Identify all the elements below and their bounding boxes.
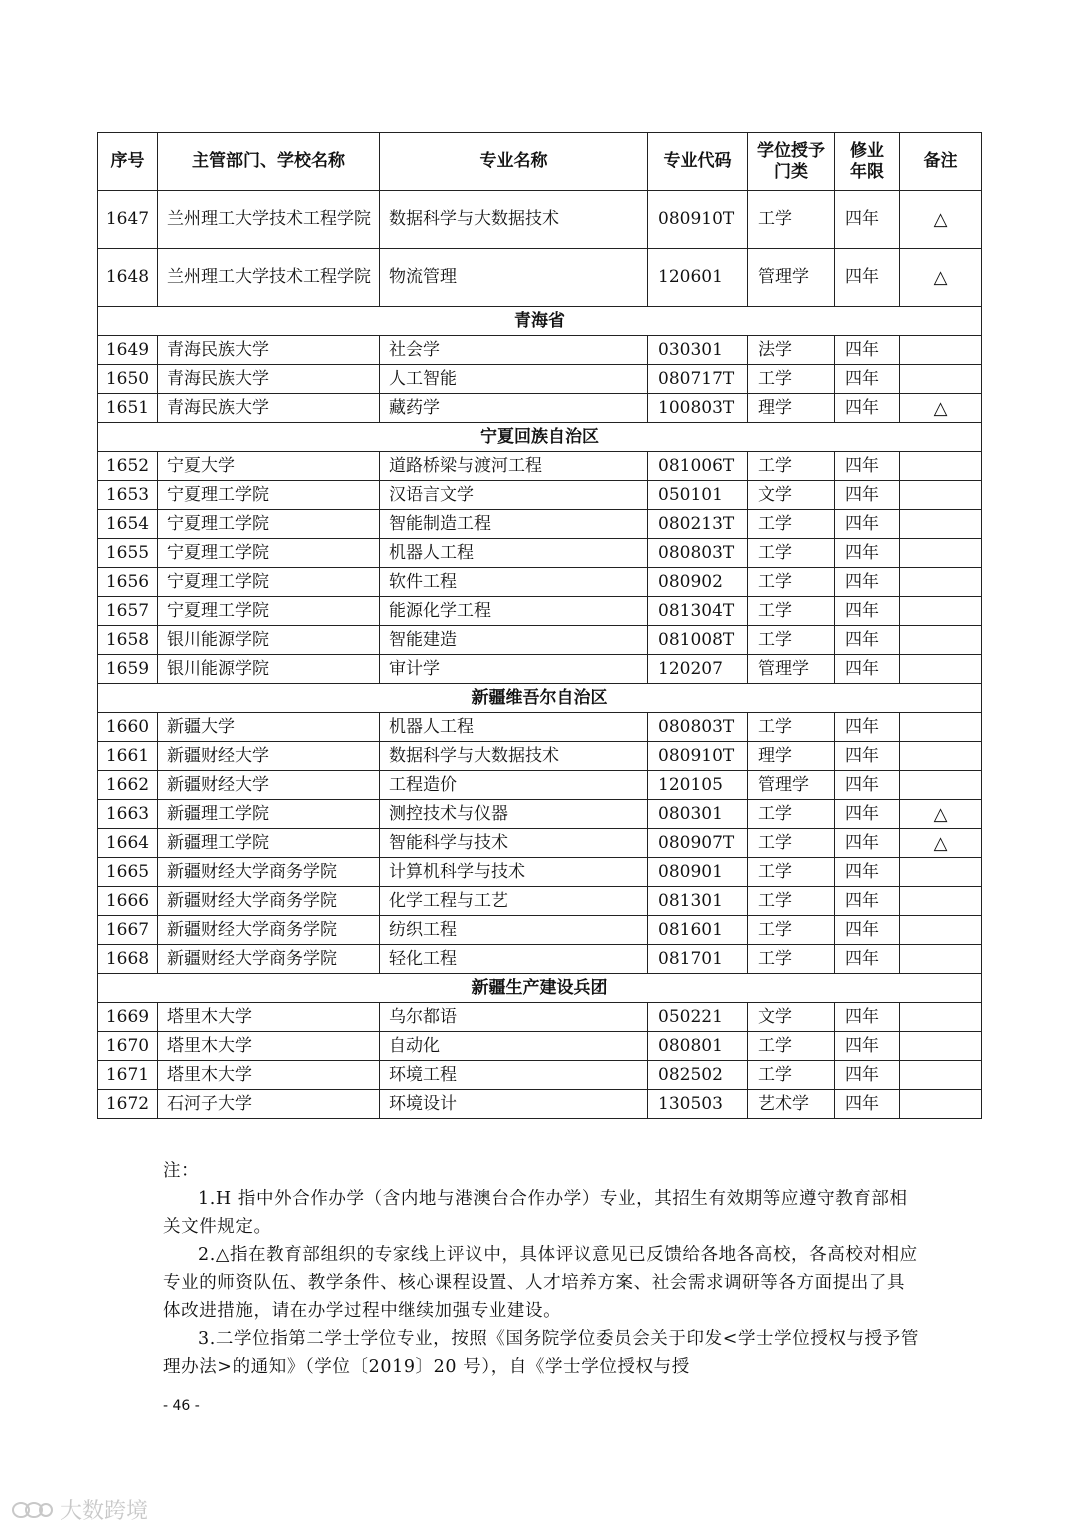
cell-code: 120601	[648, 249, 748, 307]
table-row	[98, 1061, 982, 1090]
cell-note	[900, 945, 982, 974]
cell-school: 新疆理工学院	[158, 800, 380, 829]
cell-seq: 1668	[98, 945, 158, 974]
cell-years: 四年	[835, 191, 900, 249]
cell-school: 宁夏理工学院	[158, 597, 380, 626]
section-row	[98, 307, 982, 336]
cell-school: 新疆财经大学商务学院	[158, 858, 380, 887]
table-row	[98, 655, 982, 684]
cell-school: 兰州理工大学技术工程学院	[158, 249, 380, 307]
cell-years: 四年	[835, 1061, 900, 1090]
table-row	[98, 858, 982, 887]
cell-years: 四年	[835, 1003, 900, 1032]
cell-note	[900, 887, 982, 916]
cell-school: 新疆财经大学商务学院	[158, 887, 380, 916]
cell-major: 数据科学与大数据技术	[380, 742, 648, 771]
cell-seq: 1659	[98, 655, 158, 684]
section-title: 青海省	[98, 307, 982, 336]
cell-code: 081301	[648, 887, 748, 916]
cell-code: 081701	[648, 945, 748, 974]
cell-major: 藏药学	[380, 394, 648, 423]
cell-seq: 1656	[98, 568, 158, 597]
cell-note	[900, 336, 982, 365]
cell-code: 080301	[648, 800, 748, 829]
header-major: 专业名称	[380, 133, 648, 191]
cell-code: 080902	[648, 568, 748, 597]
table-row	[98, 626, 982, 655]
section-row	[98, 423, 982, 452]
cell-seq: 1671	[98, 1061, 158, 1090]
cell-years: 四年	[835, 597, 900, 626]
cell-years: 四年	[835, 800, 900, 829]
cell-major: 机器人工程	[380, 539, 648, 568]
table-row	[98, 945, 982, 974]
cell-school: 兰州理工大学技术工程学院	[158, 191, 380, 249]
cell-category: 工学	[748, 510, 835, 539]
cell-seq: 1665	[98, 858, 158, 887]
cell-major: 环境设计	[380, 1090, 648, 1119]
cell-school: 宁夏理工学院	[158, 568, 380, 597]
cell-code: 080801	[648, 1032, 748, 1061]
cell-major: 能源化学工程	[380, 597, 648, 626]
cell-major: 计算机科学与技术	[380, 858, 648, 887]
cell-school: 新疆财经大学	[158, 771, 380, 800]
cell-years: 四年	[835, 1090, 900, 1119]
cell-note	[900, 858, 982, 887]
cell-seq: 1672	[98, 1090, 158, 1119]
cell-category: 工学	[748, 713, 835, 742]
table-row	[98, 597, 982, 626]
table-row	[98, 191, 982, 249]
section-row	[98, 684, 982, 713]
cell-major: 环境工程	[380, 1061, 648, 1090]
cell-school: 青海民族大学	[158, 394, 380, 423]
cell-note: △	[900, 249, 982, 307]
cell-major: 乌尔都语	[380, 1003, 648, 1032]
cell-seq: 1669	[98, 1003, 158, 1032]
cell-seq: 1652	[98, 452, 158, 481]
table-row	[98, 771, 982, 800]
section-row	[98, 974, 982, 1003]
cell-category: 工学	[748, 452, 835, 481]
cell-school: 新疆大学	[158, 713, 380, 742]
table-row	[98, 1032, 982, 1061]
watermark-logo-icon	[10, 1498, 54, 1522]
table-row	[98, 887, 982, 916]
cell-major: 自动化	[380, 1032, 648, 1061]
cell-category: 理学	[748, 394, 835, 423]
cell-school: 塔里木大学	[158, 1003, 380, 1032]
section-title: 宁夏回族自治区	[98, 423, 982, 452]
cell-note: △	[900, 191, 982, 249]
cell-category: 工学	[748, 887, 835, 916]
cell-note	[900, 481, 982, 510]
cell-seq: 1649	[98, 336, 158, 365]
cell-category: 工学	[748, 539, 835, 568]
cell-code: 081006T	[648, 452, 748, 481]
cell-category: 工学	[748, 800, 835, 829]
header-school: 主管部门、学校名称	[158, 133, 380, 191]
majors-table-container	[97, 132, 981, 1119]
table-row	[98, 1090, 982, 1119]
cell-note	[900, 568, 982, 597]
cell-note	[900, 1003, 982, 1032]
cell-code: 130503	[648, 1090, 748, 1119]
cell-major: 智能建造	[380, 626, 648, 655]
table-row	[98, 916, 982, 945]
cell-code: 081008T	[648, 626, 748, 655]
table-row	[98, 249, 982, 307]
cell-seq: 1667	[98, 916, 158, 945]
cell-code: 030301	[648, 336, 748, 365]
cell-category: 工学	[748, 626, 835, 655]
watermark-text: 大数跨境	[60, 1499, 149, 1524]
cell-code: 080901	[648, 858, 748, 887]
cell-major: 测控技术与仪器	[380, 800, 648, 829]
cell-school: 新疆财经大学	[158, 742, 380, 771]
cell-code: 082502	[648, 1061, 748, 1090]
cell-years: 四年	[835, 481, 900, 510]
cell-major: 汉语言文学	[380, 481, 648, 510]
cell-code: 080213T	[648, 510, 748, 539]
cell-category: 工学	[748, 858, 835, 887]
cell-note	[900, 365, 982, 394]
cell-note	[900, 452, 982, 481]
cell-school: 宁夏理工学院	[158, 539, 380, 568]
table-row	[98, 829, 982, 858]
table-row	[98, 510, 982, 539]
cell-years: 四年	[835, 829, 900, 858]
cell-school: 银川能源学院	[158, 626, 380, 655]
cell-school: 塔里木大学	[158, 1061, 380, 1090]
cell-seq: 1648	[98, 249, 158, 307]
cell-years: 四年	[835, 1032, 900, 1061]
cell-school: 宁夏大学	[158, 452, 380, 481]
cell-note: △	[900, 394, 982, 423]
cell-note: △	[900, 800, 982, 829]
cell-seq: 1657	[98, 597, 158, 626]
cell-major: 化学工程与工艺	[380, 887, 648, 916]
cell-seq: 1662	[98, 771, 158, 800]
cell-major: 纺织工程	[380, 916, 648, 945]
cell-major: 智能制造工程	[380, 510, 648, 539]
cell-years: 四年	[835, 858, 900, 887]
cell-years: 四年	[835, 945, 900, 974]
cell-major: 数据科学与大数据技术	[380, 191, 648, 249]
cell-category: 工学	[748, 597, 835, 626]
cell-seq: 1655	[98, 539, 158, 568]
cell-school: 新疆理工学院	[158, 829, 380, 858]
cell-code: 080907T	[648, 829, 748, 858]
table-row	[98, 539, 982, 568]
cell-years: 四年	[835, 626, 900, 655]
cell-major: 审计学	[380, 655, 648, 684]
cell-code: 050221	[648, 1003, 748, 1032]
cell-category: 管理学	[748, 771, 835, 800]
cell-seq: 1661	[98, 742, 158, 771]
cell-major: 智能科学与技术	[380, 829, 648, 858]
cell-school: 青海民族大学	[158, 336, 380, 365]
cell-code: 081304T	[648, 597, 748, 626]
cell-years: 四年	[835, 655, 900, 684]
cell-years: 四年	[835, 365, 900, 394]
cell-years: 四年	[835, 394, 900, 423]
table-body	[98, 191, 982, 1119]
section-title: 新疆生产建设兵团	[98, 974, 982, 1003]
table-row	[98, 568, 982, 597]
cell-school: 新疆财经大学商务学院	[158, 916, 380, 945]
header-years: 修业年限	[835, 133, 900, 191]
cell-note	[900, 597, 982, 626]
table-row	[98, 365, 982, 394]
cell-seq: 1660	[98, 713, 158, 742]
table-row	[98, 1003, 982, 1032]
cell-code: 120105	[648, 771, 748, 800]
cell-seq: 1654	[98, 510, 158, 539]
cell-note	[900, 771, 982, 800]
header-code: 专业代码	[648, 133, 748, 191]
cell-major: 轻化工程	[380, 945, 648, 974]
cell-category: 工学	[748, 365, 835, 394]
cell-note	[900, 713, 982, 742]
cell-note	[900, 539, 982, 568]
cell-category: 法学	[748, 336, 835, 365]
cell-note: △	[900, 829, 982, 858]
cell-major: 机器人工程	[380, 713, 648, 742]
cell-major: 工程造价	[380, 771, 648, 800]
cell-code: 080717T	[648, 365, 748, 394]
cell-category: 工学	[748, 568, 835, 597]
cell-seq: 1651	[98, 394, 158, 423]
cell-note	[900, 916, 982, 945]
cell-seq: 1647	[98, 191, 158, 249]
cell-major: 道路桥梁与渡河工程	[380, 452, 648, 481]
table-row	[98, 394, 982, 423]
cell-note	[900, 1090, 982, 1119]
cell-code: 080910T	[648, 191, 748, 249]
cell-school: 银川能源学院	[158, 655, 380, 684]
cell-years: 四年	[835, 887, 900, 916]
cell-category: 管理学	[748, 655, 835, 684]
cell-seq: 1664	[98, 829, 158, 858]
cell-category: 文学	[748, 1003, 835, 1032]
cell-years: 四年	[835, 249, 900, 307]
cell-category: 管理学	[748, 249, 835, 307]
cell-category: 工学	[748, 191, 835, 249]
cell-years: 四年	[835, 771, 900, 800]
majors-table	[97, 132, 982, 1119]
cell-school: 新疆财经大学商务学院	[158, 945, 380, 974]
cell-school: 塔里木大学	[158, 1032, 380, 1061]
cell-category: 艺术学	[748, 1090, 835, 1119]
cell-school: 青海民族大学	[158, 365, 380, 394]
cell-seq: 1663	[98, 800, 158, 829]
cell-school: 宁夏理工学院	[158, 510, 380, 539]
cell-category: 工学	[748, 1032, 835, 1061]
table-row	[98, 481, 982, 510]
note-item-2: 2.△指在教育部组织的专家线上评议中，具体评议意见已反馈给各地各高校，各高校对相应专业的师资队伍、教学条件、核心课程设置、人才培养方案、社会需求调研等各方面提出了具体改进措施，请在办学过程中继续加强专业建设。	[163, 1245, 918, 1321]
cell-years: 四年	[835, 713, 900, 742]
cell-note	[900, 1032, 982, 1061]
cell-years: 四年	[835, 452, 900, 481]
cell-major: 社会学	[380, 336, 648, 365]
cell-category: 文学	[748, 481, 835, 510]
table-row	[98, 800, 982, 829]
cell-school: 石河子大学	[158, 1090, 380, 1119]
notes-section	[163, 1157, 923, 1381]
table-header-row	[98, 133, 982, 191]
page-number: - 46 -	[163, 1398, 200, 1414]
cell-note	[900, 1061, 982, 1090]
cell-seq: 1658	[98, 626, 158, 655]
cell-years: 四年	[835, 510, 900, 539]
cell-category: 工学	[748, 916, 835, 945]
header-category: 学位授予门类	[748, 133, 835, 191]
cell-seq: 1670	[98, 1032, 158, 1061]
cell-code: 120207	[648, 655, 748, 684]
cell-category: 工学	[748, 1061, 835, 1090]
cell-seq: 1666	[98, 887, 158, 916]
header-seq: 序号	[98, 133, 158, 191]
notes-heading: 注：	[163, 1161, 200, 1181]
cell-note	[900, 655, 982, 684]
cell-note	[900, 626, 982, 655]
cell-code: 080803T	[648, 539, 748, 568]
cell-category: 工学	[748, 945, 835, 974]
note-item-3: 3.二学位指第二学士学位专业，按照《国务院学位委员会关于印发<学士学位授权与授予管理办法>的通知》（学位〔2019〕20 号），自《学士学位授权与授	[163, 1329, 919, 1377]
table-row	[98, 742, 982, 771]
cell-seq: 1653	[98, 481, 158, 510]
cell-code: 100803T	[648, 394, 748, 423]
cell-code: 080910T	[648, 742, 748, 771]
cell-code: 050101	[648, 481, 748, 510]
table-row	[98, 336, 982, 365]
section-title: 新疆维吾尔自治区	[98, 684, 982, 713]
cell-code: 080803T	[648, 713, 748, 742]
cell-category: 工学	[748, 829, 835, 858]
header-note: 备注	[900, 133, 982, 191]
cell-years: 四年	[835, 742, 900, 771]
cell-years: 四年	[835, 916, 900, 945]
cell-school: 宁夏理工学院	[158, 481, 380, 510]
table-row	[98, 713, 982, 742]
cell-note	[900, 510, 982, 539]
cell-major: 软件工程	[380, 568, 648, 597]
cell-years: 四年	[835, 336, 900, 365]
cell-major: 人工智能	[380, 365, 648, 394]
cell-note	[900, 742, 982, 771]
cell-code: 081601	[648, 916, 748, 945]
cell-years: 四年	[835, 568, 900, 597]
watermark	[10, 1494, 148, 1525]
note-item-1: 1.H 指中外合作办学（含内地与港澳台合作办学）专业，其招生有效期等应遵守教育部相关文件规定。	[163, 1189, 908, 1237]
table-row	[98, 452, 982, 481]
cell-seq: 1650	[98, 365, 158, 394]
cell-category: 理学	[748, 742, 835, 771]
cell-major: 物流管理	[380, 249, 648, 307]
cell-years: 四年	[835, 539, 900, 568]
